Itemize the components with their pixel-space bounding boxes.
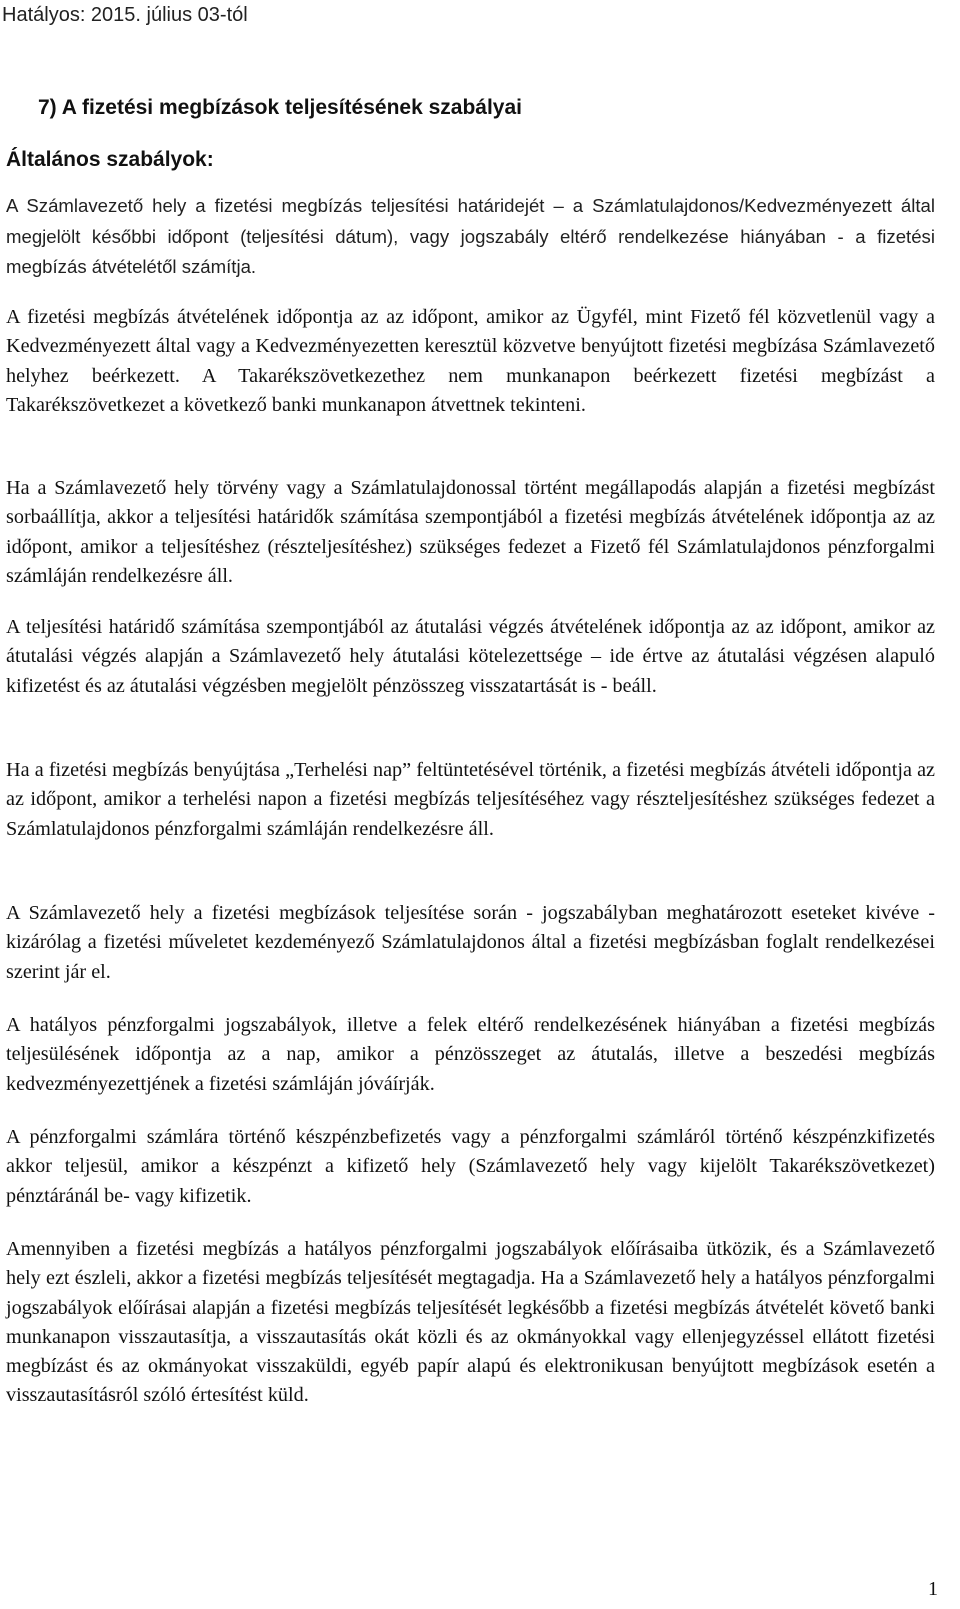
section-title: 7) A fizetési megbízások teljesítésének szabályai <box>38 96 522 119</box>
paragraph-transfer-order: A teljesítési határidő számítása szempontjából az átutalási végzés átvételének időpontja az az időpont, amikor az átutalási végzés alapján a Számlavezető hely átutalási kötelezettsége – ide értve az átutalási végzésen alapuló kifizetést és az átutalási végzésben megjelölt pénzösszeg visszatartását is - beáll. <box>6 616 935 697</box>
paragraph-cash-transactions: A pénzforgalmi számlára történő készpénzbefizetés vagy a pénzforgalmi számláról történő készpénzkifizetés akkor teljesül, amikor a készpénzt a kifizető hely (Számlavezető hely vagy kijelölt Takarékszövetkezet) pénztáránál be- vagy kifizetik. <box>6 1126 935 1207</box>
section-subtitle: Általános szabályok: <box>6 148 214 171</box>
paragraph-deadline-calculation: A Számlavezető hely a fizetési megbízás teljesítési határidejét – a Számlatulajdonos/Kedvezményezett által megjelölt későbbi időpont (teljesítési dátum), vagy jogszabály eltérő rendelkezése hiányában - a fizetési megbízás átvételétől számítja. <box>6 195 935 277</box>
page-number: 1 <box>928 1578 938 1600</box>
paragraph-receipt-time: A fizetési megbízás átvételének időpontja az az időpont, amikor az Ügyfél, mint Fizető fél közvetlenül vagy a Kedvezményezett által vagy a Kedvezményezetten keresztül közvetve benyújtott fizetési megbízása Számlavezető helyhez beérkezett. A Takarékszövetkezethez nem munkanapon beérkezett fizetési megbízást a Takarékszövetkezet a következő banki munkanapon átvettnek tekinteni. <box>6 306 935 416</box>
paragraph-queuing: Ha a Számlavezető hely törvény vagy a Számlatulajdonossal történt megállapodás alapján a fizetési megbízást sorbaállítja, akkor a teljesítési határidők számítása szempontjából a fizetési megbízás átvételének időpontja az az időpont, amikor a teljesítéshez (részteljesítéshez) szükséges fedezet a Fizető fél Számlatulajdonos pénzforgalmi számláján rendelkezésre áll. <box>6 477 935 587</box>
paragraph-refusal: Amennyiben a fizetési megbízás a hatályos pénzforgalmi jogszabályok előírásaiba ütközik, és a Számlavezető hely ezt észleli, akkor a fizetési megbízás teljesítését megtagadja. Ha a Számlavezető hely a hatályos pénzforgalmi jogszabályok előírásai alapján a fizetési megbízás teljesítését legkésőbb a fizetési megbízás átvételét követő banki munkanapon visszautasítja, a visszautasítás okát közli és az okmányokkal vagy ellenjegyzéssel ellátott fizetési megbízást és az okmányokat visszaküldi, egyéb papír alapú és elektronikusan benyújtott megbízások esetén a visszautasításról szóló értesítést küld. <box>6 1238 935 1407</box>
paragraph-execution-instructions: A Számlavezető hely a fizetési megbízások teljesítése során - jogszabályban meghatározott eseteket kivéve - kizárólag a fizetési műveletet kezdeményező Számlatulajdonos által a fizetési megbízásban foglalt rendelkezései szerint jár el. <box>6 902 935 983</box>
paragraph-debit-day: Ha a fizetési megbízás benyújtása „Terhelési nap” feltüntetésével történik, a fizetési megbízás átvételi időpontja az az időpont, amikor a terhelési napon a fizetési megbízás teljesítéséhez vagy részteljesítéshez szükséges fedezet a Számlatulajdonos pénzforgalmi számláján rendelkezésre áll. <box>6 759 935 840</box>
validity-date: Hatályos: 2015. július 03-tól <box>2 4 248 26</box>
paragraph-completion-time: A hatályos pénzforgalmi jogszabályok, illetve a felek eltérő rendelkezésének hiányában a fizetési megbízás teljesülésének időpontja az a nap, amikor a pénzösszeget az átutalás, illetve a beszedési megbízás kedvezményezettjének a fizetési számláján jóváírják. <box>6 1014 935 1095</box>
